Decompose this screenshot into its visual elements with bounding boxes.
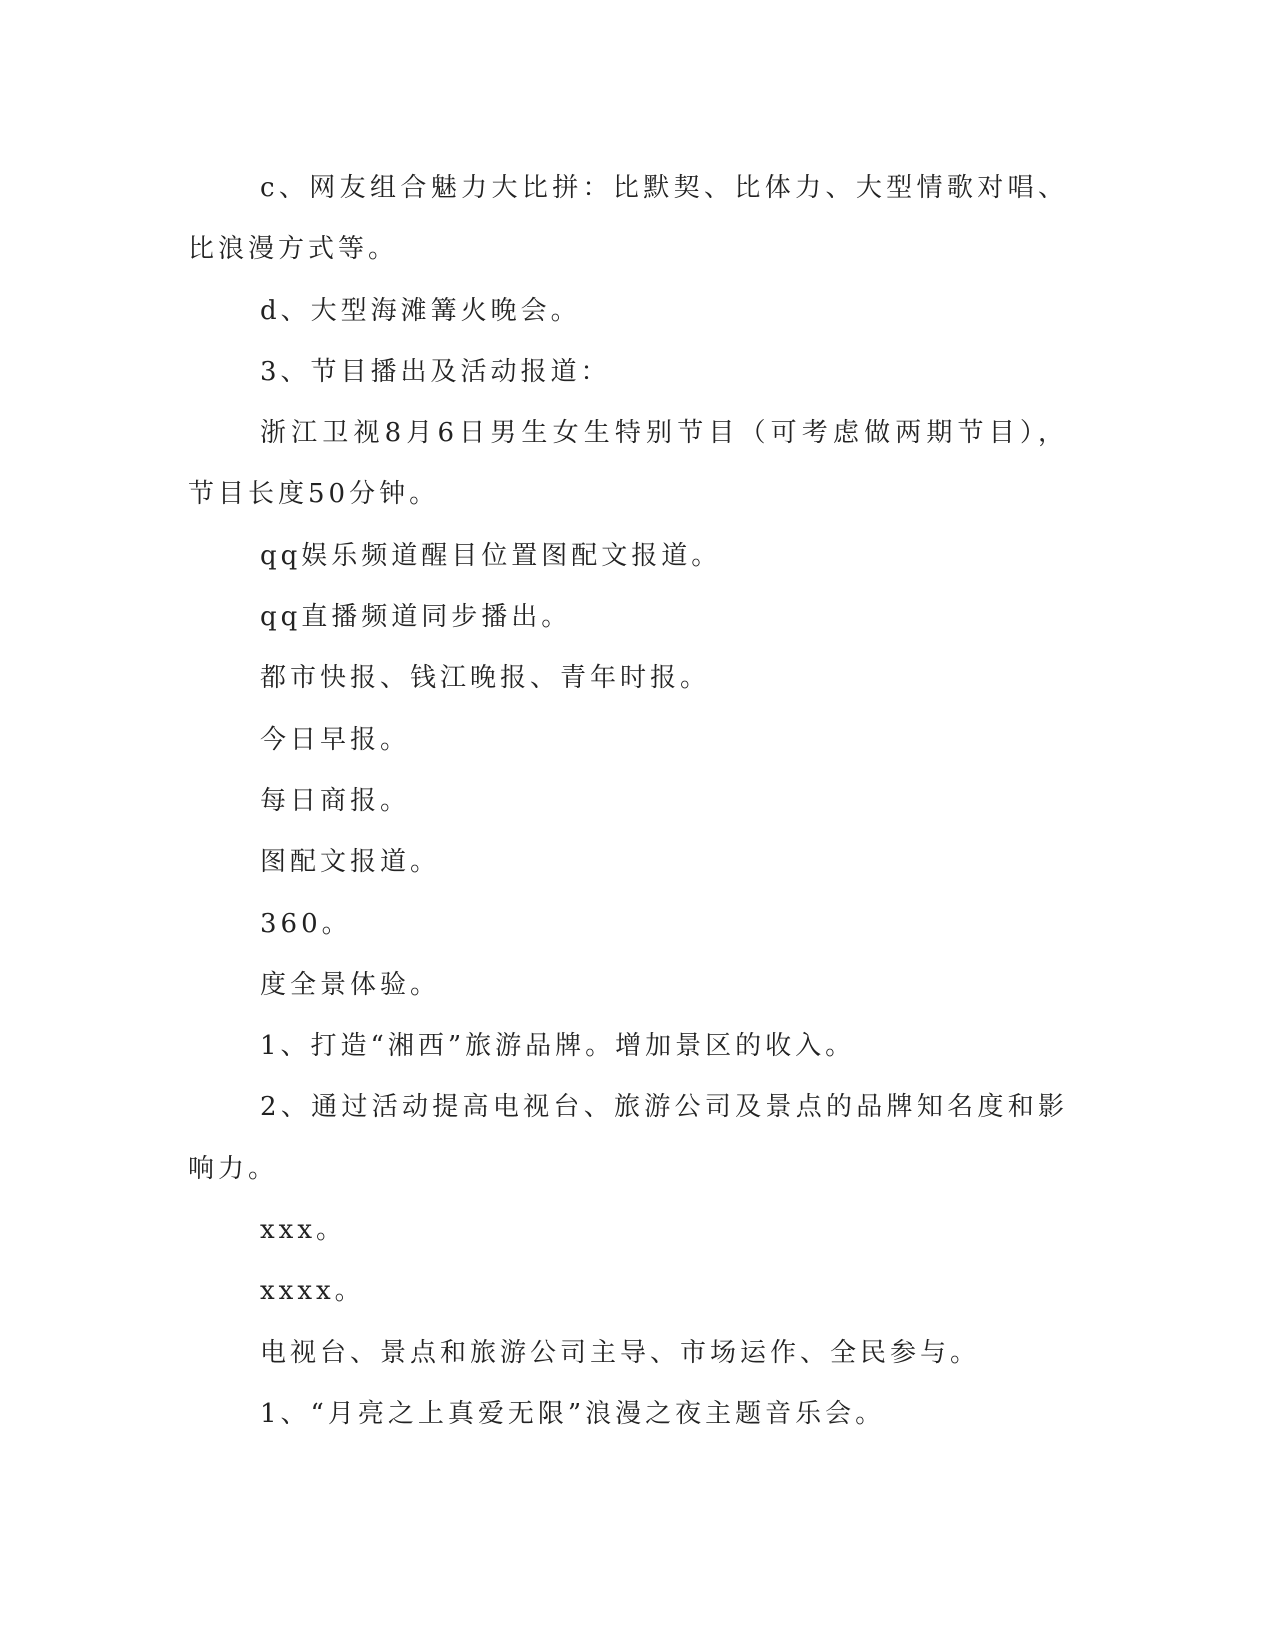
paragraph-360: 360。 — [260, 908, 352, 939]
paragraph-business-daily: 每日商报。 — [260, 785, 411, 816]
paragraph-zhejiang-tv: 浙江卫视8月6日男生女生特别节目（可考虑做两期节目），节目长度50分钟。 — [188, 418, 1068, 510]
paragraph-morning-news: 今日早报。 — [260, 724, 411, 755]
paragraph-panorama: 度全景体验。 — [260, 969, 441, 1000]
paragraph-goal-2: 2、通过活动提高电视台、旅游公司及景点的品牌知名度和影响力。 — [188, 1092, 1068, 1184]
document-body — [188, 158, 1068, 1445]
paragraph-c-competition: c、网友组合魅力大比拼：比默契、比体力、大型情歌对唱、比浪漫方式等。 — [188, 173, 1068, 265]
paragraph-xxxx: xxxx。 — [260, 1276, 365, 1307]
paragraph-organization: 电视台、景点和旅游公司主导、市场运作、全民参与。 — [260, 1337, 981, 1368]
paragraph-broadcast-heading: 3、节目播出及活动报道： — [260, 356, 611, 387]
paragraph-xxx: xxx。 — [260, 1215, 346, 1246]
paragraph-qq-entertainment: qq娱乐频道醒目位置图配文报道。 — [260, 540, 722, 571]
paragraph-concert: 1、“月亮之上真爱无限”浪漫之夜主题音乐会。 — [260, 1398, 886, 1429]
paragraph-photo-report: 图配文报道。 — [260, 847, 441, 878]
paragraph-qq-live: qq直播频道同步播出。 — [260, 602, 572, 633]
paragraph-d-bonfire: d、大型海滩篝火晚会。 — [260, 295, 581, 326]
paragraph-goal-1: 1、打造“湘西”旅游品牌。增加景区的收入。 — [260, 1031, 856, 1062]
paragraph-newspapers: 都市快报、钱江晚报、青年时报。 — [260, 663, 711, 694]
